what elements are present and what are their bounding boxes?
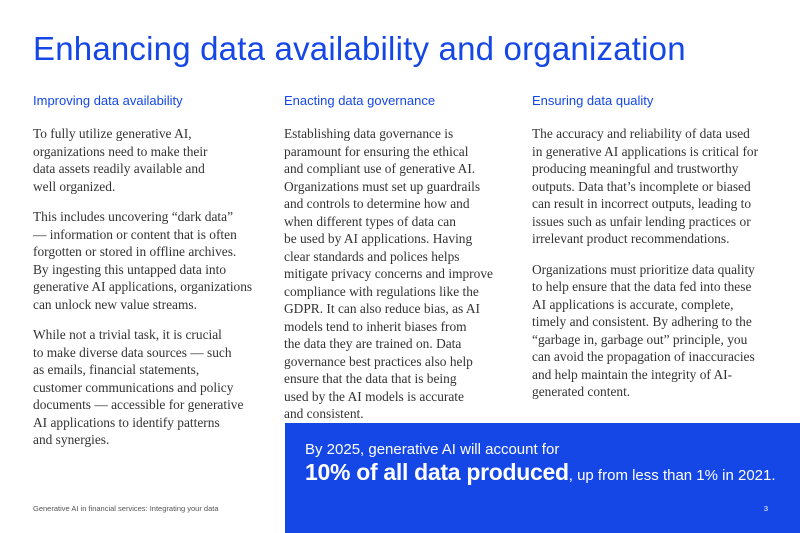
stat-callout [285,423,800,533]
paragraph [33,208,265,313]
text-line: documents — accessible for generative [33,397,244,412]
text-line: GDPR. It can also reduce bias, as AI [284,301,480,316]
text-line: can avoid the propagation of inaccuracies [532,349,755,364]
text-line: as emails, financial statements, [33,362,200,377]
text-line: customer communications and policy [33,379,234,395]
paragraph [532,125,777,248]
text-line: outputs. Data that’s incomplete or biased [532,178,751,194]
text-line: AI applications to identify patterns [33,414,220,430]
text-line: — information or content that is often [33,226,237,242]
paragraph [532,261,777,401]
text-line: generated content. [532,384,631,399]
footer-text: Generative AI in financial services: Integrating your data [33,504,219,513]
text-line: when different types of data can [284,213,456,229]
stat-intro: By 2025, generative AI will account for [305,441,560,458]
paragraph [33,125,265,195]
text-line: issues such as unfair lending practices or [532,213,751,229]
text-line: Organizations must set up guardrails [284,178,481,194]
text-line: and consistent. [284,406,364,421]
column-heading: Improving data availability [33,93,183,108]
text-line: producing meaningful and trustworthy [532,161,739,176]
text-line: well organized. [33,178,116,194]
page-number: 3 [763,504,768,513]
paragraph [33,326,265,449]
text-line: timely and consistent. By adhering to the [532,314,752,329]
column-data-governance [284,92,509,436]
text-line: organizations need to make their [33,143,208,159]
text-line: AI applications is accurate, complete, [532,296,734,312]
text-line: and synergies. [33,432,110,447]
text-line: forgotten or stored in offline archives. [33,244,237,259]
text-line: governance best practices also help [284,353,473,369]
text-line: and controls to determine how and [284,196,470,211]
text-line: to help ensure that the data fed into these [532,279,752,294]
text-line: can unlock new value streams. [33,296,197,312]
column-data-availability [33,92,265,462]
text-line: This includes uncovering “dark data” [33,209,234,224]
column-heading: Ensuring data quality [532,93,654,108]
text-line: models tend to inherit biases from [284,318,467,334]
text-line: and help maintain the integrity of AI- [532,366,733,382]
text-line: and compliant use of generative AI. [284,161,476,176]
text-line: irrelevant product recommendations. [532,231,730,246]
paragraph [284,125,509,423]
text-line: can result in incorrect outputs, leading to [532,196,752,211]
text-line: the data they are trained on. Data [284,336,462,351]
text-line: The accuracy and reliability of data used [532,126,750,141]
text-line: While not a trivial task, it is crucial [33,327,222,342]
text-line: to make diverse data sources — such [33,344,232,360]
text-line: To fully utilize generative AI, [33,126,192,141]
text-line: “garbage in, garbage out” principle, you [532,331,748,347]
text-line: used by the AI models is accurate [284,388,464,404]
column-heading: Enacting data governance [284,93,436,108]
text-line: ensure that the data that is being [284,371,457,386]
text-line: Establishing data governance is [284,126,454,141]
text-line: clear standards and polices helps [284,248,460,264]
text-line: Organizations must prioritize data quality [532,261,755,277]
text-line: paramount for ensuring the ethical [284,143,469,159]
text-line: in generative AI applications is critical for [532,143,759,159]
text-line: compliance with regulations like the [284,283,479,299]
text-line: mitigate privacy concerns and improve [284,266,493,281]
stat-highlight: 10% of all data produced [305,459,569,485]
stat-statement [305,459,776,486]
column-data-quality [532,92,777,414]
text-line: generative AI applications, organizations [33,279,253,294]
text-line: data assets readily available and [33,161,205,176]
stat-rest: , up from less than 1% in 2021. [568,467,776,484]
page-title: Enhancing data availability and organization [33,30,686,67]
text-line: By ingesting this untapped data into [33,261,227,277]
text-line: be used by AI applications. Having [284,231,473,246]
